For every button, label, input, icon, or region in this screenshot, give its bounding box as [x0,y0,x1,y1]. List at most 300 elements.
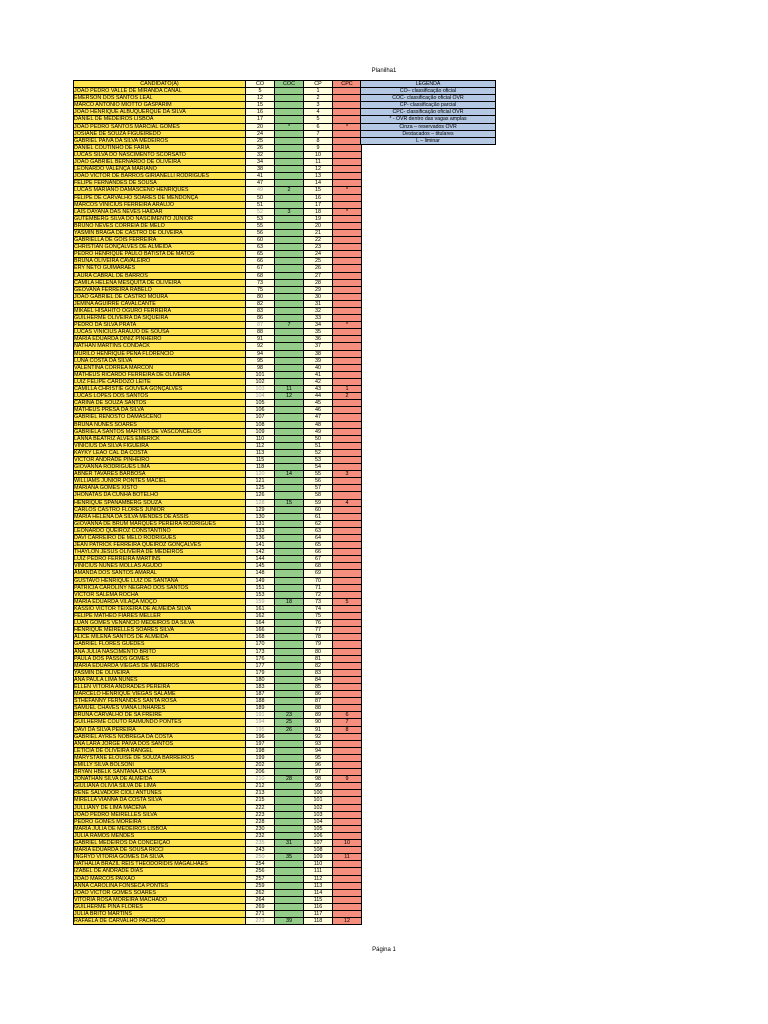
cp-cell: 4 [304,109,333,116]
cp-cell: 72 [304,591,333,598]
cpc-cell [333,577,362,584]
coc-cell [275,747,304,754]
cp-cell: 38 [304,350,333,357]
cpc-cell [333,556,362,563]
table-row [74,804,362,811]
cp-cell: 90 [304,719,333,726]
cp-cell: 21 [304,229,333,236]
co-cell: 118 [246,464,275,471]
table-row [74,740,362,747]
candidate-name: FELIPE DE CARVALHO SOARES DE MENDONÇA [74,194,246,201]
table-row [74,825,362,832]
co-cell: 112 [246,442,275,449]
table-row [74,88,362,95]
coc-cell [275,88,304,95]
cp-cell: 104 [304,818,333,825]
co-cell: 75 [246,286,275,293]
co-cell: 80 [246,293,275,300]
cpc-cell [333,350,362,357]
cpc-cell [333,506,362,513]
co-cell: 66 [246,258,275,265]
cpc-cell [333,492,362,499]
co-cell: 257 [246,875,275,882]
candidate-name: JOÃO PEDRO MEIRELLES SILVA [74,811,246,818]
candidate-name: CAMILLA CHRISTIE GOUVEA GONÇALVES [74,386,246,393]
cp-cell: 58 [304,492,333,499]
cp-cell: 23 [304,244,333,251]
table-row [74,712,362,719]
cp-cell: 41 [304,371,333,378]
cp-cell: 47 [304,414,333,421]
co-cell: 188 [246,698,275,705]
cp-cell: 78 [304,634,333,641]
cpc-cell: 12 [333,918,362,925]
cpc-cell: 3 [333,471,362,478]
cpc-cell [333,549,362,556]
cp-cell: 70 [304,577,333,584]
table-row [74,244,362,251]
co-cell: 230 [246,825,275,832]
candidate-name: MURILO HENRIQUE PENA FLORENCIO [74,350,246,357]
cpc-cell [333,315,362,322]
candidate-name: GABRIEL MEDEIROS DA CONCEIÇÃO [74,840,246,847]
coc-cell [275,180,304,187]
candidate-name: JOÃO PEDRO SANTOS MARCIAL GOMES [74,123,246,130]
candidate-name: HENRIQUE MEIRELLES SOARES SILVA [74,627,246,634]
coc-cell [275,627,304,634]
cp-cell: 103 [304,811,333,818]
cp-cell: 29 [304,286,333,293]
coc-cell: 25 [275,719,304,726]
coc-cell [275,847,304,854]
legend-body [361,81,496,145]
candidate-name: GUILHERME COUTO RAIMUNDO PONTES [74,719,246,726]
cp-cell: 14 [304,180,333,187]
cp-cell: 7 [304,130,333,137]
cpc-cell [333,286,362,293]
cp-cell: 9 [304,144,333,151]
co-cell: 195 [246,726,275,733]
table-row [74,159,362,166]
coc-cell [275,527,304,534]
cp-cell: 11 [304,159,333,166]
cp-cell: 115 [304,896,333,903]
candidate-name: YASMIN DE OLIVEIRA [74,669,246,676]
candidate-name: JULLIANY DE LIMA MACENA [74,804,246,811]
cp-cell: 84 [304,676,333,683]
coc-cell [275,336,304,343]
cp-cell: 105 [304,825,333,832]
cp-cell: 13 [304,173,333,180]
co-cell: 98 [246,364,275,371]
coc-cell [275,733,304,740]
cpc-cell: * [333,187,362,194]
cpc-cell [333,464,362,471]
cpc-cell [333,818,362,825]
table-row [74,371,362,378]
table-header-row [74,81,362,88]
cp-cell: 22 [304,237,333,244]
co-cell: 179 [246,669,275,676]
co-cell: 173 [246,648,275,655]
cp-cell: 63 [304,527,333,534]
cpc-cell [333,903,362,910]
candidate-name: JEAN PATRICK FERREIRA QUEIROZ GONÇALVES [74,542,246,549]
co-cell: 130 [246,513,275,520]
coc-cell [275,215,304,222]
legend-table [360,80,496,145]
cp-cell: 111 [304,868,333,875]
coc-cell: 18 [275,598,304,605]
co-cell: 83 [246,308,275,315]
cp-cell: 44 [304,393,333,400]
cpc-cell [333,563,362,570]
candidate-name: LUIZ FELIPE CARDOZO LEITE [74,378,246,385]
co-cell: 52 [246,208,275,215]
candidate-name: MARYSTANE ELOUISE DE SOUZA BARREIROS [74,754,246,761]
cpc-cell [333,180,362,187]
cpc-cell [333,435,362,442]
cpc-cell [333,357,362,364]
cpc-cell [333,215,362,222]
co-cell: 41 [246,173,275,180]
candidate-name: ANA PAULA LIMA NUNES [74,676,246,683]
coc-cell [275,102,304,109]
co-cell: 88 [246,329,275,336]
candidate-name: MARCOS VINICIUS FERREIRA ARAUJO [74,201,246,208]
cpc-cell [333,747,362,754]
candidate-name: MARIA EDUARDA DE SOUSA RICCI [74,847,246,854]
coc-cell [275,811,304,818]
candidate-name: CHRISTIAN GONÇALVES DE ALMEIDA [74,244,246,251]
co-cell: 168 [246,634,275,641]
cp-cell: 92 [304,733,333,740]
coc-cell [275,464,304,471]
table-row [74,918,362,925]
cp-cell: 108 [304,847,333,854]
table-row [74,875,362,882]
cpc-cell [333,485,362,492]
co-cell: 128 [246,499,275,506]
cpc-cell [333,414,362,421]
co-cell: 17 [246,116,275,123]
legend-row [361,95,496,102]
cpc-cell [333,456,362,463]
candidate-name: VICTOR SALEMA ROCHA [74,591,246,598]
cp-cell: 110 [304,861,333,868]
table-row [74,471,362,478]
table-row [74,116,362,123]
candidate-name: GUILHERME OLIVEIRA DA SIQUEIRA [74,315,246,322]
co-cell: 210 [246,776,275,783]
co-cell: 102 [246,378,275,385]
table-row [74,620,362,627]
cpc-cell: 9 [333,776,362,783]
cpc-cell [333,329,362,336]
cp-cell: 53 [304,456,333,463]
cp-cell: 97 [304,769,333,776]
table-row [74,570,362,577]
candidates-table [73,80,362,925]
cpc-cell [333,584,362,591]
cpc-cell [333,400,362,407]
candidate-name: YASMIN BRAGA DE CASTRO DE OLIVEIRA [74,229,246,236]
coc-cell [275,95,304,102]
co-cell: 131 [246,520,275,527]
coc-cell: 35 [275,854,304,861]
cp-cell: 10 [304,151,333,158]
cp-cell: 91 [304,726,333,733]
co-cell: 24 [246,130,275,137]
co-cell: 115 [246,456,275,463]
candidate-name: JONATHAN SILVA DE ALMEIDA [74,776,246,783]
co-cell: 68 [246,272,275,279]
cpc-cell [333,605,362,612]
candidate-name: BRUNO NEVES CORREIA DE MELO [74,222,246,229]
cpc-cell [333,201,362,208]
cpc-cell [333,449,362,456]
table-row [74,719,362,726]
cp-cell: 109 [304,854,333,861]
table-row [74,882,362,889]
cp-cell: 107 [304,840,333,847]
table-row [74,336,362,343]
table-row [74,818,362,825]
candidate-name: BRUNA NUNES SOARES [74,421,246,428]
coc-cell [275,825,304,832]
candidate-name: LUIZ PEDRO FERREIRA MARTINS [74,556,246,563]
cp-cell: 86 [304,691,333,698]
co-cell: 126 [246,492,275,499]
coc-cell [275,265,304,272]
cpc-cell: 5 [333,598,362,605]
coc-cell [275,371,304,378]
candidate-name: AMANDA DOS SANTOS AMARAL [74,570,246,577]
cp-cell: 82 [304,662,333,669]
table-row [74,634,362,641]
cpc-cell [333,520,362,527]
table-row [74,428,362,435]
candidate-name: WILLIAMS JUNIOR PONTES MACIEL [74,478,246,485]
co-cell: 215 [246,797,275,804]
legend-item: CP- classificação parcial [361,102,496,109]
table-row [74,95,362,102]
cpc-cell [333,279,362,286]
cp-cell: 35 [304,329,333,336]
co-cell: 228 [246,818,275,825]
co-cell: 25 [246,137,275,144]
co-cell: 86 [246,315,275,322]
table-row [74,378,362,385]
coc-cell [275,868,304,875]
candidate-name: LUCAS MARIANO DAMASCENO HENRIQUES [74,187,246,194]
coc-cell [275,144,304,151]
cp-cell: 8 [304,137,333,144]
coc-cell: 31 [275,840,304,847]
table-row [74,123,362,130]
coc-cell [275,237,304,244]
co-cell: 65 [246,251,275,258]
cpc-cell [333,371,362,378]
cpc-cell [333,251,362,258]
coc-cell: 2 [275,187,304,194]
cpc-cell [333,889,362,896]
co-cell: 120 [246,471,275,478]
cpc-cell [333,825,362,832]
candidate-name: ANA JULIA NASCIMENTO BRITO [74,648,246,655]
cp-cell: 33 [304,315,333,322]
cp-cell: 20 [304,222,333,229]
coc-cell [275,109,304,116]
candidate-name: MATHEUS RICARDO FERREIRA DE OLIVEIRA [74,371,246,378]
cp-cell: 75 [304,613,333,620]
coc-cell: 12 [275,393,304,400]
cp-cell: 102 [304,804,333,811]
candidate-name: BRYAN HBELK SANTANA DA COSTA [74,769,246,776]
coc-cell [275,421,304,428]
co-cell: 87 [246,322,275,329]
cp-cell: 79 [304,641,333,648]
cp-cell: 39 [304,357,333,364]
cp-cell: 57 [304,485,333,492]
coc-cell [275,456,304,463]
cpc-cell [333,783,362,790]
cpc-cell [333,364,362,371]
co-cell: 133 [246,527,275,534]
coc-cell [275,613,304,620]
cp-cell: 36 [304,336,333,343]
candidate-name: LUCAS LOPES DOS SANTOS [74,393,246,400]
cpc-cell: 1 [333,386,362,393]
legend-row [361,123,496,130]
table-row [74,520,362,527]
co-cell: 259 [246,882,275,889]
table-row [74,173,362,180]
cp-cell: 17 [304,201,333,208]
co-cell: 82 [246,300,275,307]
candidate-name: MARIA EDUARDA VIEGAS DE MEDEIROS [74,662,246,669]
co-cell: 125 [246,485,275,492]
candidate-name: JHONATAS DA CUNHA BOTELHO [74,492,246,499]
cpc-cell [333,102,362,109]
cp-cell: 56 [304,478,333,485]
cpc-cell [333,272,362,279]
legend-row [361,109,496,116]
candidate-name: EMERSON DOS SANTOS LEAL [74,95,246,102]
co-cell: 73 [246,279,275,286]
table-row [74,691,362,698]
table-row [74,456,362,463]
co-cell: 189 [246,705,275,712]
cpc-cell [333,655,362,662]
legend-row [361,116,496,123]
cpc-cell [333,733,362,740]
cp-cell: 61 [304,513,333,520]
table-row [74,166,362,173]
table-row [74,797,362,804]
table-row [74,258,362,265]
candidate-name: KAYKY LEÃO CAL DA COSTA [74,449,246,456]
cpc-cell: 6 [333,712,362,719]
coc-cell [275,896,304,903]
co-cell: 162 [246,613,275,620]
coc-cell [275,130,304,137]
candidate-name: GUILHERME PINA FLORES [74,903,246,910]
table-row [74,910,362,917]
cpc-cell [333,762,362,769]
co-cell: 67 [246,265,275,272]
legend-row [361,88,496,95]
cpc-cell [333,790,362,797]
cpc-cell [333,542,362,549]
table-row [74,698,362,705]
candidate-name: BRUNA CARVALHO DE SA FREIRE [74,712,246,719]
cp-cell: 100 [304,790,333,797]
legend-row [361,81,496,88]
coc-cell [275,244,304,251]
cpc-cell [333,265,362,272]
coc-cell: 14 [275,471,304,478]
cpc-cell: 7 [333,719,362,726]
table-row [74,868,362,875]
candidate-name: RENE SALVADOR CIOLI ANTUNES [74,790,246,797]
table-row [74,840,362,847]
candidate-name: ELLEN VITORIA ANDRADES PEREIRA [74,683,246,690]
cpc-cell [333,896,362,903]
table-row [74,194,362,201]
cp-cell: 98 [304,776,333,783]
coc-cell [275,889,304,896]
co-cell: 110 [246,435,275,442]
coc-cell [275,378,304,385]
candidate-name: CARLOS CASTRO FLORES JUNIOR [74,506,246,513]
cp-cell: 95 [304,754,333,761]
candidate-name: NATHAN MARTINS CONDACK [74,343,246,350]
co-cell: 129 [246,506,275,513]
co-cell: 50 [246,194,275,201]
table-row [74,407,362,414]
cp-cell: 27 [304,272,333,279]
cp-cell: 6 [304,123,333,130]
cpc-cell [333,804,362,811]
co-cell: 177 [246,662,275,669]
candidate-name: GABRIELA SANTOS MARTINS DE VASCONCELOS [74,428,246,435]
candidate-name: ALICE MILENA SANTOS DE ALMEIDA [74,634,246,641]
coc-cell [275,272,304,279]
table-row [74,251,362,258]
coc-cell: 39 [275,918,304,925]
candidates-table-body [74,81,362,925]
coc-cell [275,875,304,882]
co-cell: 264 [246,896,275,903]
cpc-cell [333,676,362,683]
coc-cell [275,520,304,527]
table-row [74,201,362,208]
coc-cell [275,769,304,776]
coc-cell [275,357,304,364]
table-row [74,648,362,655]
table-row [74,662,362,669]
table-row [74,563,362,570]
coc-cell [275,804,304,811]
cp-cell: 15 [304,187,333,194]
co-cell: 113 [246,449,275,456]
co-cell: 271 [246,910,275,917]
co-cell: 202 [246,762,275,769]
cpc-cell [333,378,362,385]
coc-cell: 28 [275,776,304,783]
table-row [74,513,362,520]
